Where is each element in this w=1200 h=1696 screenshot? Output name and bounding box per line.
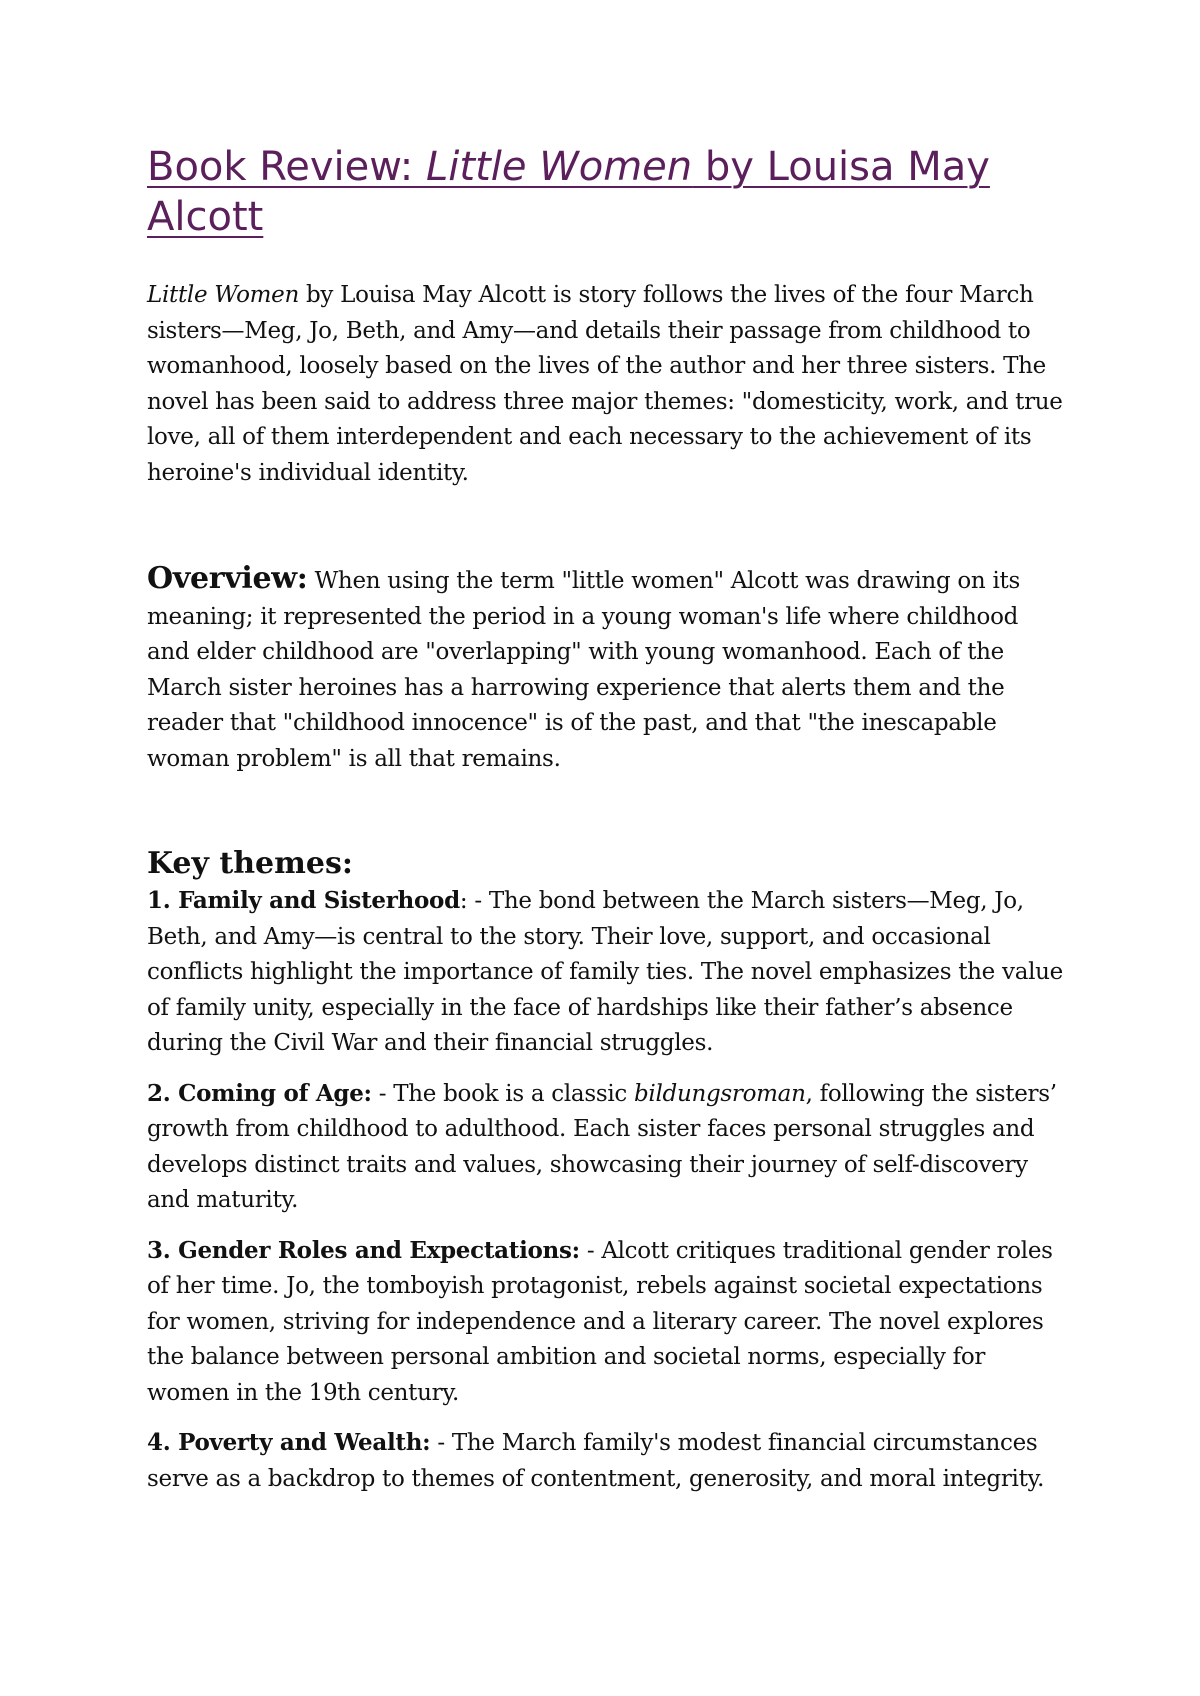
title-book-name: Little Women (425, 144, 693, 190)
title-prefix: Book Review: (147, 144, 426, 190)
theme-item-gender-roles (147, 1233, 1067, 1412)
theme-text-continued: , following the sisters’ growth from childhood to adulthood. Each sister faces personal struggles and develops distinct traits and values, showcasing their journey of self-discovery and maturity. (147, 1080, 1057, 1213)
theme-text: The book is a classic (393, 1080, 634, 1107)
overview-text: When using the term "little women" Alcott was drawing on its meaning; it represented the period in a young woman's life where childhood and elder childhood are "overlapping" with young womanhood. Each of the March sister heroines has a harrowing experience that alerts them and the reader that "childhood innocence" is of the past, and that "the inescapable woman problem" is all that remains. (147, 568, 1020, 772)
theme-separator: : - (459, 888, 489, 914)
overview-paragraph (147, 561, 1067, 777)
theme-separator: - (579, 1237, 602, 1264)
intro-paragraph (147, 278, 1067, 491)
theme-separator: - (371, 1080, 394, 1107)
theme-text: Alcott critiques traditional gender roles of her time. Jo, the tomboyish protagonist, rebels against societal expectations for women, striving for independence and a literary career. The novel explores the balance between personal ambition and societal norms, especially for women in the 19th century. (147, 1237, 1053, 1406)
overview-label: Overview: (147, 561, 308, 596)
theme-text: The bond between the March sisters—Meg, Jo, Beth, and Amy—is central to the story. Their love, support, and occasional conflicts highlight the importance of family ties. The novel emphasizes the value of family unity, especially in the face of hardships like their father’s absence during the Civil War and their financial struggles. (147, 888, 1063, 1056)
intro-text: by Louisa May Alcott is story follows the lives of the four March sisters—Meg, Jo, Beth, and Amy—and details their passage from childhood to womanhood, loosely based on the lives of the author and her three sisters. The novel has been said to address three major themes: "domesticity, work, and true love, all of them interdependent and each necessary to the achievement of its heroine's individual identity. (147, 282, 1063, 486)
document-body (147, 142, 1067, 1497)
title-suffix: by Louisa May Alcott (147, 144, 990, 240)
theme-label: 2. Coming of Age: (147, 1079, 372, 1107)
theme-label: 1. Family and Sisterhood (147, 887, 460, 914)
theme-item-poverty-wealth (147, 1425, 1067, 1497)
key-themes-heading: Key themes: (147, 846, 353, 881)
intro-book-name: Little Women (147, 282, 299, 308)
theme-label: 4. Poverty and Wealth: (147, 1429, 431, 1456)
theme-item-coming-of-age (147, 1076, 1067, 1219)
theme-label: 3. Gender Roles and Expectations: (147, 1236, 580, 1264)
theme-text: The March family's modest financial circumstances serve as a backdrop to themes of contentment, generosity, and moral integrity. (147, 1430, 1045, 1492)
theme-italic-term: bildungsroman (634, 1080, 806, 1107)
theme-item-family (147, 883, 1067, 1062)
theme-separator: - (430, 1430, 452, 1456)
page-title (147, 142, 1047, 242)
